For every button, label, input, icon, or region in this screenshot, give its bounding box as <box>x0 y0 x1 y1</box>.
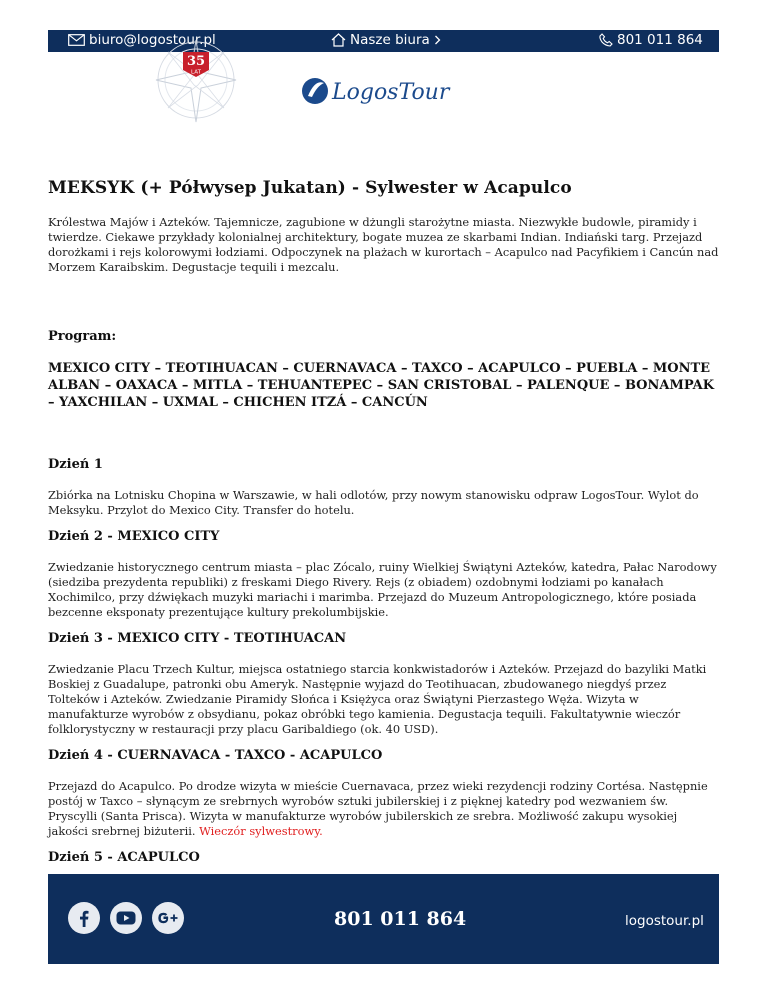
day-4-text: Przejazd do Acapulco. Po drodze wizyta w mieście Cuernavaca, przez wieki rezydencji rodziny Cortésa. Następnie postój w Taxco – słynącym ze srebrnych wyrobów sztuki jubilerskiej i z pięknej katedry pod wezwaniem św. Pryscylli (Santa Prisca). Wizyta w manufakturze wyrobów jubilerskich ze srebra. Możliwość zakupu wysokiej jakości srebrnej biżuterii. <box>48 779 708 838</box>
phone-text: 801 011 864 <box>617 32 703 48</box>
google-plus-button[interactable] <box>152 902 184 934</box>
phone-link[interactable] <box>599 32 703 48</box>
google-plus-icon <box>157 910 179 926</box>
home-icon <box>331 33 346 47</box>
day-3-text: Zwiedzanie Placu Trzech Kultur, miejsca ostatniego starcia konkwistadorów i Azteków. Przejazd do bazyliki Matki Boskiej z Guadalupe, patronki obu Ameryk. Następnie wyjazd do Teotihuacan, zbudowanego niegdyś przez Tolteków i Azteków. Zwiedzanie Piramidy Słońca i Księżyca oraz Świątyni Pierzastego Węża. Wizyta w manufakturze wyrobów z obsydianu, pokaz obróbki tego kamienia. Degustacja tequili. Fakultatywnie wieczór folklorystyczny w restauracji przy placu Garibaldiego (ok. 40 USD). <box>48 662 707 736</box>
svg-text:LogosTour: LogosTour <box>332 80 450 105</box>
program-heading: Program: <box>48 329 117 344</box>
route-heading: MEXICO CITY – TEOTIHUACAN – CUERNAVACA – TAXCO – ACAPULCO – PUEBLA – MONTE ALBAN – OAXACA – MITLA – TEHUANTEPEC – SAN CRISTOBAL – PALENQUE – BONAMPAK – YAXCHILAN – UXMAL – CHICHEN ITZÁ – CANCÚN <box>48 361 715 410</box>
youtube-icon <box>116 911 136 925</box>
phone-icon <box>599 33 613 47</box>
offices-text: Nasze biura <box>350 32 430 48</box>
new-year-eve-highlight: Wieczór sylwestrowy. <box>199 824 323 838</box>
day-2-title: Dzień 2 - MEXICO CITY <box>48 529 220 544</box>
facebook-icon <box>79 910 89 927</box>
day-2-text: Zwiedzanie historycznego centrum miasta – plac Zócalo, ruiny Wielkiej Świątyni Azteków, katedra, Pałac Narodowy (siedziba prezydenta republiki) z freskami Diego Rivery. Rejs (z obiadem) ozdobnymi łodziami po kanałach Xochimilco, przy dźwiękach muzyki mariachi i marimba. Przejazd do Muzeum Antropologicznego, które posiada bezcenne eksponaty prezentujące kultury prekolumbijskie. <box>48 560 717 619</box>
day-5-title: Dzień 5 - ACAPULCO <box>48 850 200 865</box>
logostour-logo <box>301 74 450 114</box>
offices-link[interactable] <box>331 32 441 48</box>
envelope-icon <box>68 34 85 46</box>
facebook-button[interactable] <box>68 902 100 934</box>
anniversary-badge <box>150 44 242 134</box>
intro-paragraph: Królestwa Majów i Azteków. Tajemnicze, zagubione w dżungli starożytne miasta. Niezwykłe budowle, piramidy i twierdze. Ciekawe przykłady kolonialnej architektury, bogate muzea ze skarbami Indian. Indiański targ. Przejazd dorożkami i rejs kolorowymi łodziami. Odpoczynek na plażach w kurortach – Acapulco nad Pacyfikiem i Cancún nad Morzem Karaibskim. Degustacje tequili i mezcalu. <box>48 215 719 274</box>
footer-phone[interactable]: 801 011 864 <box>334 908 467 930</box>
day-4-title: Dzień 4 - CUERNAVACA - TAXCO - ACAPULCO <box>48 748 383 763</box>
day-3-title: Dzień 3 - MEXICO CITY - TEOTIHUACAN <box>48 631 347 646</box>
youtube-button[interactable] <box>110 902 142 934</box>
article <box>48 178 720 911</box>
day-1-text: Zbiórka na Lotnisku Chopina w Warszawie, w hali odlotów, przy nowym stanowisku odpraw LogosTour. Wylot do Meksyku. Przylot do Mexico City. Transfer do hotelu. <box>48 488 699 517</box>
top-contact-bar <box>48 30 719 52</box>
day-4-paragraph <box>48 779 720 839</box>
footer-bar <box>48 874 719 964</box>
svg-text:LAT: LAT <box>191 69 201 76</box>
page-title: MEKSYK (+ Półwysep Jukatan) - Sylwester w Acapulco <box>48 178 572 198</box>
email-text: biuro@logostour.pl <box>89 32 216 48</box>
chevron-right-icon <box>434 35 441 45</box>
footer-website-link[interactable]: logostour.pl <box>625 913 704 929</box>
day-1-title: Dzień 1 <box>48 457 103 472</box>
header-logos <box>0 52 768 130</box>
svg-text:35: 35 <box>186 54 206 69</box>
